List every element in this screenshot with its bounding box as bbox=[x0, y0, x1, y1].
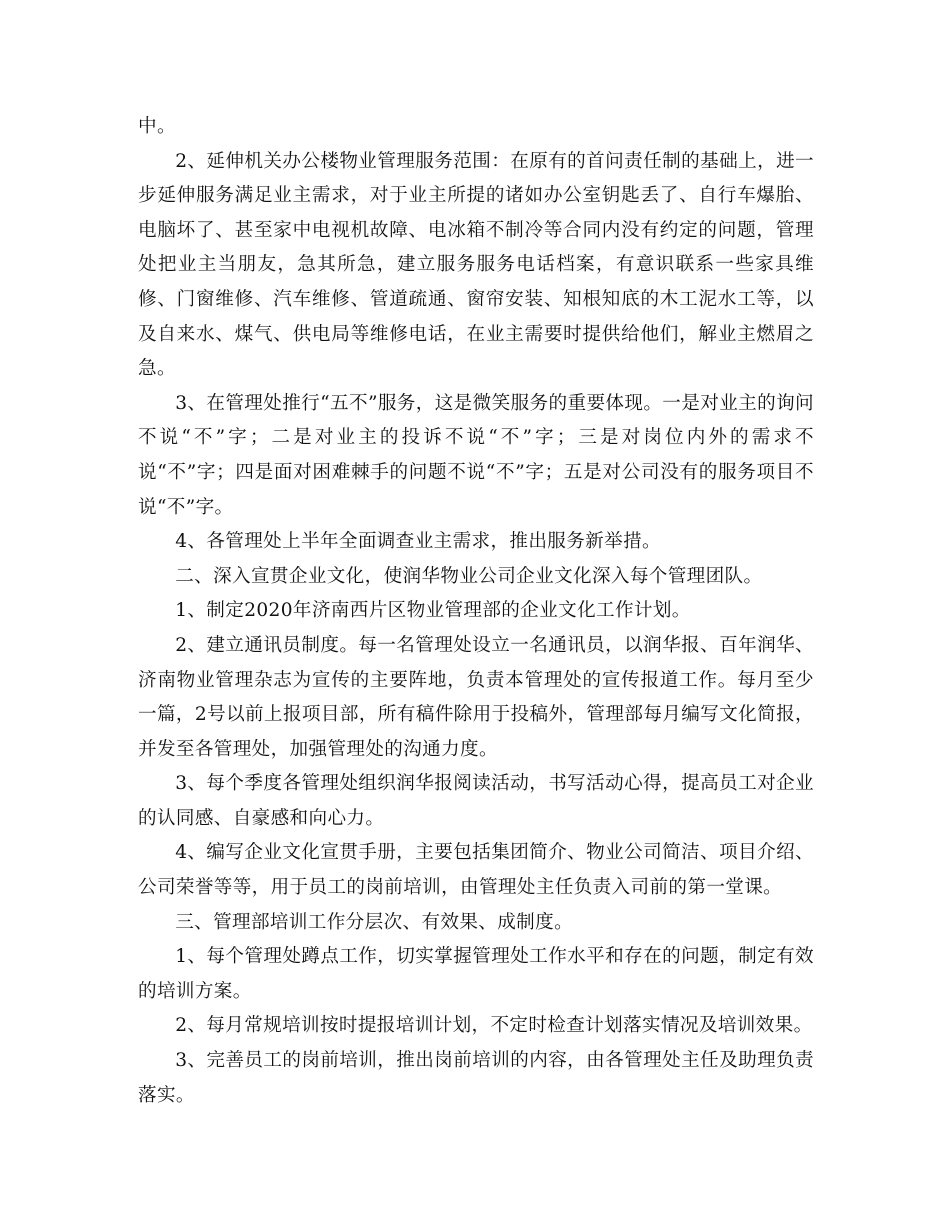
paragraph-item-4-culture-handbook: 4、编写企业文化宣贯手册，主要包括集团简介、物业公司简洁、项目介绍、公司荣誉等等，用于员工的岗前培训，由管理处主任负责入司前的第一堂课。 bbox=[138, 842, 814, 899]
paragraph-item-3-five-no-service: 3、在管理处推行“五不”服务，这是微笑服务的重要体现。一是对业主的询问不说“不”字；二是对业主的投诉不说“不”字；三是对岗位内外的需求不说“不”字；四是面对困难棘手的问题不说“不”字；五是对公司没有的服务项目不说“不”字。 bbox=[138, 392, 814, 518]
paragraph-item-1-onsite-work: 1、每个管理处蹲点工作，切实掌握管理处工作水平和存在的问题，制定有效的培训方案。 bbox=[138, 946, 814, 1002]
document-body bbox=[138, 110, 814, 1113]
section-heading-training: 三、管理部培训工作分层次、有效果、成制度。 bbox=[175, 911, 574, 933]
paragraph-item-3-reading-activity: 3、每个季度各管理处组织润华报阅读活动，书写活动心得，提高员工对企业的认同感、自豪感和向心力。 bbox=[138, 773, 814, 829]
paragraph-item-1-culture-plan: 1、制定2020年济南西片区物业管理部的企业文化工作计划。 bbox=[175, 600, 691, 622]
section-heading-corporate-culture: 二、深入宣贯企业文化，使润华物业公司企业文化深入每个管理团队。 bbox=[175, 565, 763, 587]
paragraph-item-4-survey-needs: 4、各管理处上半年全面调查业主需求，推出服务新举措。 bbox=[175, 531, 661, 553]
paragraph-item-2-correspondent-system: 2、建立通讯员制度。每一名管理处设立一名通讯员，以润华报、百年润华、济南物业管理杂志为宣传的主要阵地，负责本管理处的宣传报道工作。每月至少一篇，2号以前上报项目部，所有稿件除用于投稿外，管理部每月编写文化简报，并发至各管理处，加强管理处的沟通力度。 bbox=[138, 634, 814, 760]
paragraph-item-3-pre-job-training: 3、完善员工的岗前培训，推出岗前培训的内容，由各管理处主任及助理负责落实。 bbox=[138, 1050, 814, 1106]
paragraph-item-2-monthly-training: 2、每月常规培训按时提报培训计划，不定时检查计划落实情况及培训效果。 bbox=[175, 1015, 813, 1037]
paragraph-item-2-extend-service: 2、延伸机关办公楼物业管理服务范围：在原有的首问责任制的基础上，进一步延伸服务满足业主需求，对于业主所提的诸如办公室钥匙丢了、自行车爆胎、电脑坏了、甚至家中电视机故障、电冰箱不制冷等合同内没有约定的问题，管理处把业主当朋友，急其所急，建立服务服务电话档案，有意识联系一些家具维修、门窗维修、汽车维修、管道疏通、窗帘安装、知根知底的木工泥水工等，以及自来水、煤气、供电局等维修电话，在业主需要时提供给他们，解业主燃眉之急。 bbox=[138, 150, 814, 380]
paragraph-continuation: 中。 bbox=[138, 116, 176, 137]
